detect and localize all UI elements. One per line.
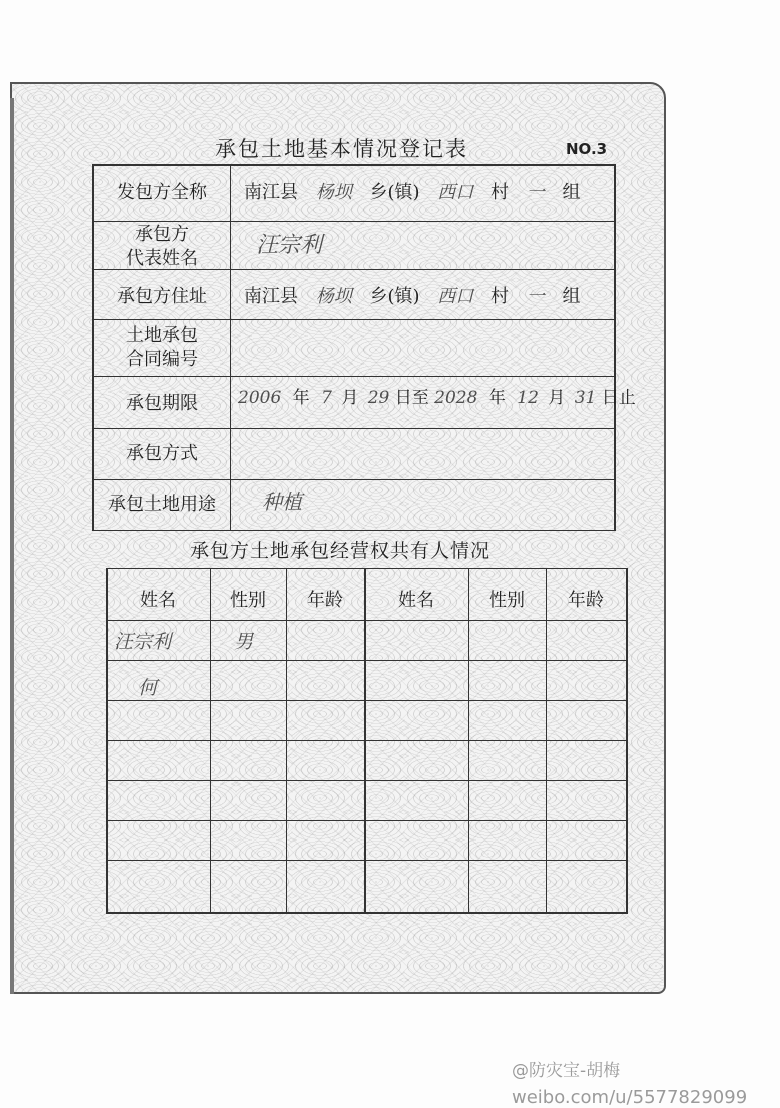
grid-line	[92, 164, 94, 530]
grid-line	[106, 568, 628, 569]
grid-line	[106, 700, 628, 701]
grid-line	[92, 479, 616, 480]
grid-line	[106, 820, 628, 821]
grid-line	[92, 428, 616, 429]
grid-line	[468, 568, 469, 914]
label-land-use: 承包土地用途	[108, 494, 216, 515]
weibo-watermark: @防灾宝-胡梅 weibo.com/u/5577829099	[512, 1061, 748, 1108]
header-gender-1: 性别	[230, 590, 266, 611]
page-binding-edge	[10, 98, 14, 994]
grid-line	[210, 568, 211, 914]
grid-line	[92, 530, 616, 531]
grid-line	[92, 164, 616, 166]
co-owner-section-title: 承包方土地承包经营权共有人情况	[190, 540, 491, 562]
grid-line	[286, 568, 287, 914]
grid-line	[92, 319, 616, 320]
form-title: 承包土地基本情况登记表	[215, 137, 468, 161]
value-representative-name: 汪宗利	[256, 233, 323, 258]
form-number: NO.3	[566, 140, 608, 158]
grid-line	[364, 568, 366, 914]
grid-line	[230, 164, 231, 530]
label-contract-method: 承包方式	[126, 443, 198, 464]
grid-line	[614, 164, 616, 530]
co-owner-name-2: 何	[138, 677, 158, 699]
value-contractor-issuer: 南江县 杨坝 乡(镇) 西口 村 一 组	[244, 182, 581, 203]
grid-line	[106, 780, 628, 781]
header-name-2: 姓名	[398, 590, 434, 611]
grid-line	[106, 568, 108, 914]
grid-line	[92, 221, 616, 222]
label-contract-term: 承包期限	[126, 393, 198, 414]
grid-line	[626, 568, 628, 914]
label-contractor-address: 承包方住址	[117, 286, 207, 307]
value-land-use: 种植	[262, 490, 302, 514]
co-owner-name-1: 汪宗利	[114, 631, 172, 653]
grid-line	[106, 740, 628, 741]
header-age-2: 年龄	[568, 590, 604, 611]
grid-line	[546, 568, 547, 914]
grid-line	[106, 860, 628, 861]
grid-line	[92, 376, 616, 377]
header-name-1: 姓名	[140, 590, 176, 611]
co-owner-gender-1: 男	[234, 631, 254, 653]
label-contractor-issuer: 发包方全称	[117, 182, 207, 203]
value-contract-term: 2006 年 7 月 29 日至 2028 年 12 月 31 日止	[238, 388, 636, 408]
grid-line	[106, 912, 628, 914]
header-gender-2: 性别	[489, 590, 525, 611]
label-representative-name: 承包方 代表姓名	[126, 224, 198, 269]
header-age-1: 年龄	[307, 590, 343, 611]
grid-line	[106, 620, 628, 621]
label-contract-number: 土地承包 合同编号	[126, 325, 198, 370]
grid-line	[106, 660, 628, 661]
value-contractor-address: 南江县 杨坝 乡(镇) 西口 村 一 组	[244, 286, 581, 307]
